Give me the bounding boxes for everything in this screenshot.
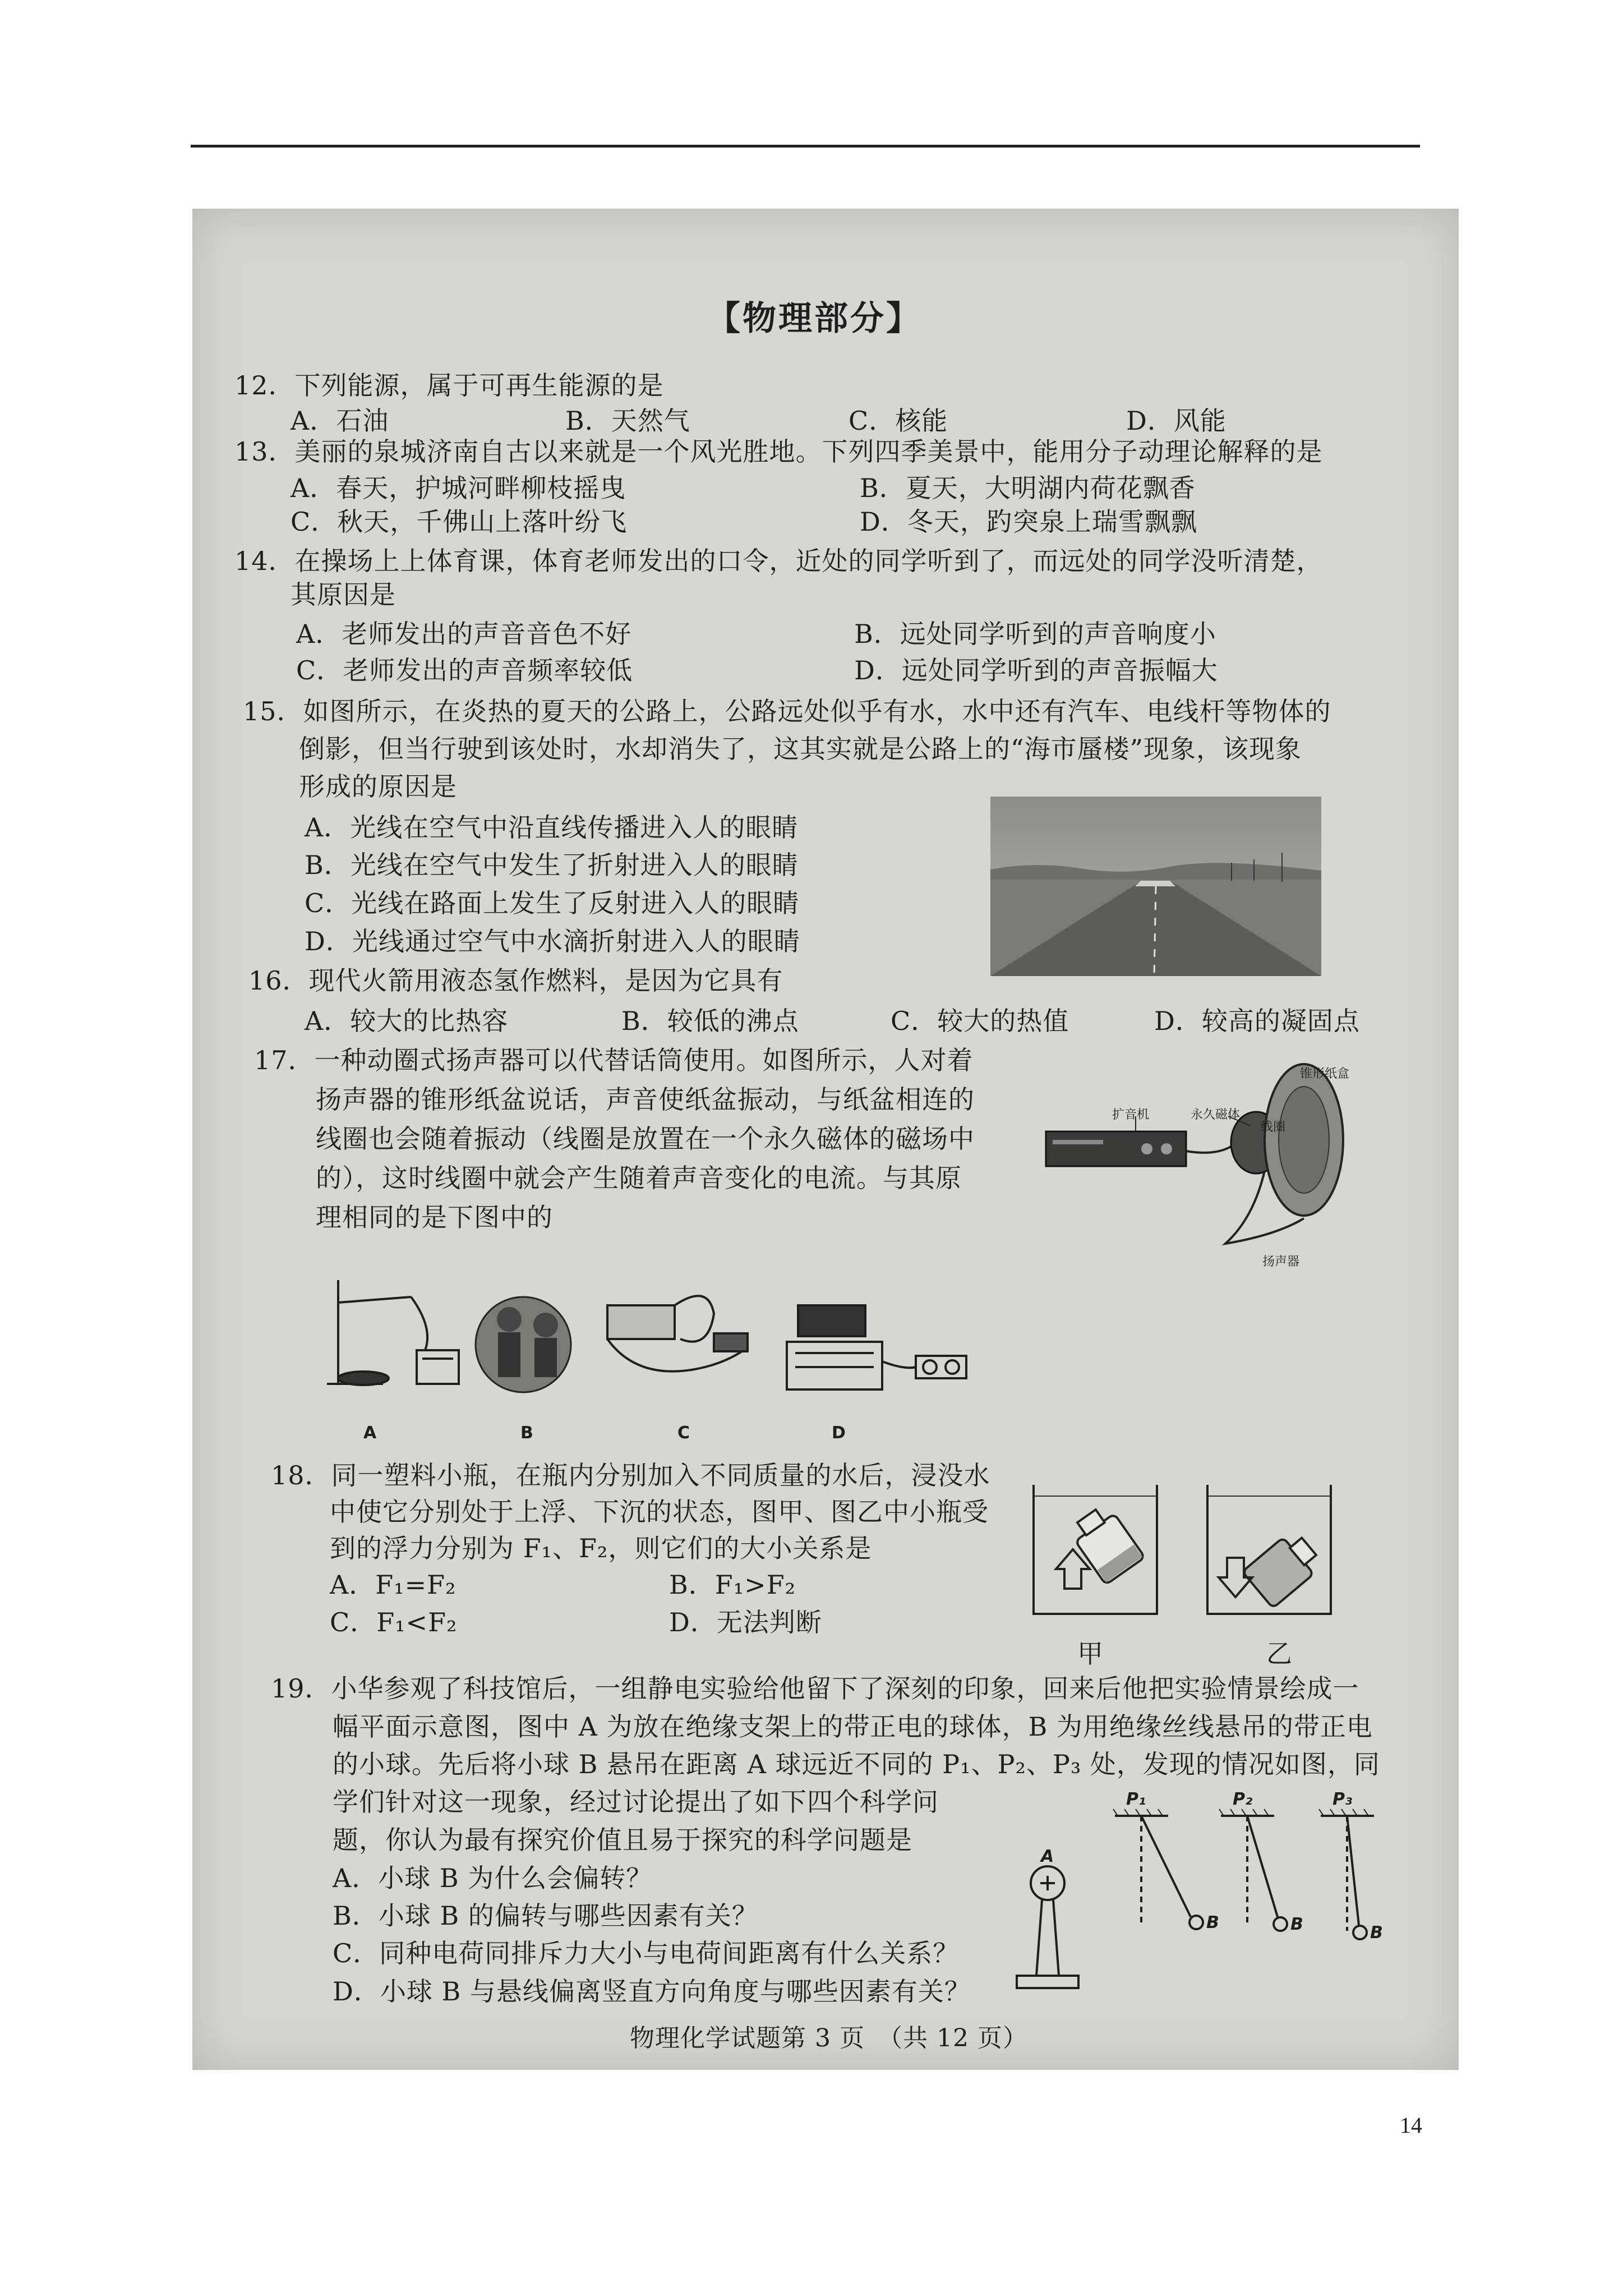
q16-stem: 16．现代火箭用液态氢作燃料，是因为它具有 bbox=[248, 965, 783, 996]
q12-stem: 12．下列能源，属于可再生能源的是 bbox=[234, 370, 664, 401]
q12-option-d: D．风能 bbox=[1126, 406, 1227, 436]
q19-fig-label-p3: P₃ bbox=[1332, 1789, 1353, 1809]
figure-d bbox=[787, 1305, 966, 1389]
q19-fig-label-b1: B bbox=[1206, 1913, 1219, 1932]
q19-option-b: B．小球 B 的偏转与哪些因素有关？ bbox=[333, 1901, 758, 1931]
q17-fig-label-c: C bbox=[677, 1423, 690, 1443]
q15-stem-line2: 倒影，但当行驶到该处时，水却消失了，这其实就是公路上的“海市蜃楼”现象，该现象 bbox=[299, 734, 1302, 764]
q12-option-a: A．石油 bbox=[291, 406, 389, 436]
q18-option-b: B．F₁>F₂ bbox=[669, 1570, 796, 1600]
electrostatic-figure bbox=[994, 1791, 1381, 2009]
q14-option-d: D．远处同学听到的声音振幅大 bbox=[854, 655, 1218, 685]
q19-fig-label-b2: B bbox=[1290, 1915, 1303, 1934]
label-coil: 线圈 bbox=[1261, 1120, 1286, 1134]
q16-option-c: C．较大的热值 bbox=[891, 1006, 1069, 1036]
q18-line1: 18．同一塑料小瓶，在瓶内分别加入不同质量的水后，浸没水 bbox=[271, 1460, 990, 1490]
q15-stem-line1: 15．如图所示，在炎热的夏天的公路上，公路远处似乎有水，水中还有汽车、电线杆等物体的 bbox=[243, 696, 1331, 726]
figure-c bbox=[607, 1296, 748, 1371]
q13-option-a: A．春天，护城河畔柳枝摇曳 bbox=[291, 473, 626, 503]
q16-option-d: D．较高的凝固点 bbox=[1154, 1006, 1360, 1036]
q13-stem: 13．美丽的泉城济南自古以来就是一个风光胜地。下列四季美景中，能用分子动理论解释的是 bbox=[234, 436, 1323, 467]
label-cone: 锥形纸盒 bbox=[1300, 1067, 1350, 1081]
q18-fig-jia: 甲 bbox=[1077, 1639, 1104, 1669]
scan-footer: 物理化学试题第 3 页 （共 12 页） bbox=[630, 2024, 1028, 2053]
q19-fig-label-p2: P₂ bbox=[1233, 1789, 1253, 1809]
q13-option-b: B．夏天，大明湖内荷花飘香 bbox=[860, 473, 1196, 503]
q19-line3: 的小球。先后将小球 B 悬吊在距离 A 球远近不同的 P₁、P₂、P₃ 处，发现的情况如图，同 bbox=[333, 1749, 1380, 1779]
q18-fig-yi: 乙 bbox=[1266, 1639, 1293, 1669]
page-number: 14 bbox=[1400, 2113, 1422, 2138]
q14-option-a: A．老师发出的声音音色不好 bbox=[296, 619, 632, 649]
label-speaker: 扬声器 bbox=[1262, 1255, 1300, 1269]
q18-line3: 到的浮力分别为 F₁、F₂，则它们的大小关系是 bbox=[330, 1533, 872, 1563]
q16-option-b: B．较低的沸点 bbox=[621, 1006, 799, 1036]
q17-line5: 理相同的是下图中的 bbox=[316, 1202, 553, 1232]
q15-option-c: C．光线在路面上发生了反射进入人的眼睛 bbox=[305, 888, 800, 918]
q17-line3: 线圈也会随着振动（线圈是放置在一个永久磁体的磁场中 bbox=[316, 1124, 975, 1154]
q14-option-b: B．远处同学听到的声音响度小 bbox=[854, 619, 1216, 649]
q19-line4: 学们针对这一现象，经过讨论提出了如下四个科学问 bbox=[333, 1787, 939, 1817]
q19-line2: 幅平面示意图，图中 A 为放在绝缘支架上的带正电的球体，B 为用绝缘丝线悬吊的带正电 bbox=[333, 1711, 1373, 1742]
q17-fig-label-a: A bbox=[363, 1423, 377, 1443]
q19-fig-label-p1: P₁ bbox=[1126, 1789, 1146, 1809]
q15-option-b: B．光线在空气中发生了折射进入人的眼睛 bbox=[305, 850, 799, 880]
q15-option-a: A．光线在空气中沿直线传播进入人的眼睛 bbox=[305, 812, 799, 843]
q13-option-c: C．秋天，千佛山上落叶纷飞 bbox=[291, 507, 628, 537]
q17-line1: 17．一种动圈式扬声器可以代替话筒使用。如图所示，人对着 bbox=[254, 1045, 974, 1075]
label-permanent-magnet: 永久磁体 bbox=[1191, 1108, 1241, 1122]
q17-fig-label-d: D bbox=[832, 1423, 846, 1443]
scanned-exam-page bbox=[192, 209, 1459, 2070]
q15-stem-line3: 形成的原因是 bbox=[299, 771, 457, 802]
figure-a bbox=[327, 1280, 459, 1385]
mirage-road-photo bbox=[990, 797, 1321, 976]
q19-line5: 题，你认为最有探究价值且易于探究的科学问题是 bbox=[333, 1825, 912, 1855]
q18-line2: 中使它分别处于上浮、下沉的状态，图甲、图乙中小瓶受 bbox=[330, 1497, 989, 1527]
q12-option-c: C．核能 bbox=[849, 406, 948, 436]
q14-stem-line2: 其原因是 bbox=[291, 579, 396, 610]
q17-line4: 的），这时线圈中就会产生随着声音变化的电流。与其原 bbox=[316, 1163, 962, 1193]
q16-option-a: A．较大的比热容 bbox=[305, 1006, 509, 1036]
q17-option-figures bbox=[321, 1272, 1179, 1406]
figure-b bbox=[476, 1297, 571, 1392]
q19-option-c: C．同种电荷同排斥力大小与电荷间距离有什么关系？ bbox=[333, 1938, 960, 1968]
top-rule bbox=[191, 145, 1420, 148]
q18-option-c: C．F₁<F₂ bbox=[330, 1607, 458, 1637]
q19-fig-label-a: A bbox=[1041, 1847, 1054, 1866]
q19-option-d: D．小球 B 与悬线偏离竖直方向角度与哪些因素有关？ bbox=[333, 1976, 971, 2007]
q15-option-d: D．光线通过空气中水滴折射进入人的眼睛 bbox=[305, 926, 800, 956]
q17-fig-label-b: B bbox=[520, 1423, 533, 1443]
q19-line1: 19．小华参观了科技馆后，一组静电实验给他留下了深刻的印象，回来后他把实验情景绘成一 bbox=[271, 1673, 1359, 1704]
q19-fig-label-b3: B bbox=[1370, 1923, 1383, 1943]
q19-option-a: A．小球 B 为什么会偏转？ bbox=[333, 1863, 653, 1893]
label-amplifier: 扩音机 bbox=[1112, 1108, 1150, 1122]
q18-option-d: D．无法判断 bbox=[669, 1607, 822, 1637]
q13-option-d: D．冬天，趵突泉上瑞雪飘飘 bbox=[860, 507, 1197, 537]
q17-line2: 扬声器的锥形纸盆说话，声音使纸盆振动，与纸盆相连的 bbox=[316, 1084, 975, 1115]
beaker-figure bbox=[1034, 1485, 1348, 1625]
q12-option-b: B．天然气 bbox=[565, 406, 690, 436]
q18-option-a: A．F₁=F₂ bbox=[330, 1570, 457, 1600]
q14-option-c: C．老师发出的声音频率较低 bbox=[296, 655, 633, 685]
section-title: 【物理部分】 bbox=[707, 299, 922, 338]
q14-stem-line1: 14．在操场上上体育课，体育老师发出的口令，近处的同学听到了，而远处的同学没听清楚， bbox=[234, 546, 1323, 576]
